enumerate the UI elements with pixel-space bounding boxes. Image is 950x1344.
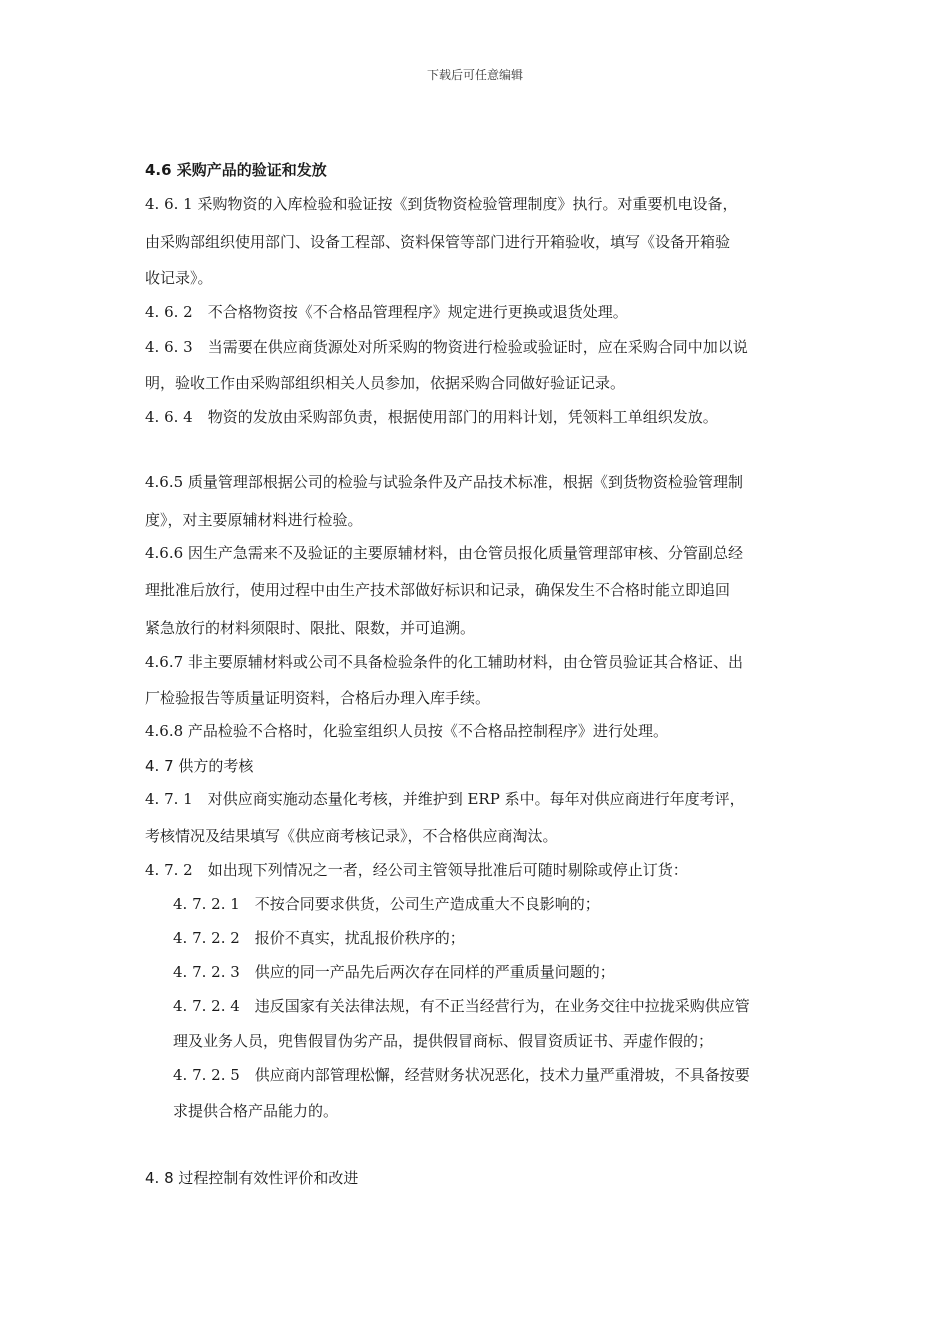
list-item: 理及业务人员，兜售假冒伪劣产品，提供假冒商标、假冒资质证书、弄虚作假的； xyxy=(173,1032,714,1050)
paragraph-line: 4. 6. 3 当需要在供应商货源处对所采购的物资进行检验或验证时，应在采购合同中加以说 xyxy=(145,338,748,356)
section-heading-4-8: 4. 8 过程控制有效性评价和改进 xyxy=(145,1169,359,1187)
section-heading-4-6: 4.6 采购产品的验证和发放 xyxy=(145,161,327,179)
section-heading-4-7: 4. 7 供方的考核 xyxy=(145,757,254,775)
paragraph-line: 4. 7. 1 对供应商实施动态量化考核，并维护到 ERP 系中。每年对供应商进行年度考评， xyxy=(145,790,745,808)
list-item: 求提供合格产品能力的。 xyxy=(173,1102,339,1120)
paragraph-line: 理批准后放行，使用过程中由生产技术部做好标识和记录，确保发生不合格时能立即追回 xyxy=(145,581,731,599)
paragraph-line: 4. 6. 1 采购物资的入库检验和验证按《到货物资检验管理制度》执行。对重要机电设备， xyxy=(145,195,738,213)
paragraph-line: 4.6.5 质量管理部根据公司的检验与试验条件及产品技术标准，根据《到货物资检验管理制 xyxy=(145,473,743,491)
list-item: 4. 7. 2. 2 报价不真实，扰乱报价秩序的； xyxy=(173,929,465,947)
paragraph-line: 紧急放行的材料须限时、限批、限数，并可追溯。 xyxy=(145,619,476,637)
list-item: 4. 7. 2. 4 违反国家有关法律法规，有不正当经营行为，在业务交往中拉拢采购供应管 xyxy=(173,997,750,1015)
paragraph-line: 4. 6. 4 物资的发放由采购部负责，根据使用部门的用料计划，凭领料工单组织发放。 xyxy=(145,408,718,426)
paragraph-line: 厂检验报告等质量证明资料，合格后办理入库手续。 xyxy=(145,689,491,707)
page-header-note: 下载后可任意编辑 xyxy=(426,68,523,82)
list-item: 4. 7. 2. 1 不按合同要求供货，公司生产造成重大不良影响的； xyxy=(173,895,600,913)
paragraph-line: 明，验收工作由采购部组织相关人员参加，依据采购合同做好验证记录。 xyxy=(145,374,626,392)
paragraph-line: 度》，对主要原辅材料进行检验。 xyxy=(145,511,363,529)
paragraph-line: 由采购部组织使用部门、设备工程部、资料保管等部门进行开箱验收，填写《设备开箱验 xyxy=(145,233,731,251)
paragraph-line: 4. 6. 2 不合格物资按《不合格品管理程序》规定进行更换或退货处理。 xyxy=(145,303,628,321)
list-item: 4. 7. 2. 5 供应商内部管理松懈，经营财务状况恶化，技术力量严重滑坡，不具备按要 xyxy=(173,1066,750,1084)
paragraph-line: 4.6.8 产品检验不合格时，化验室组织人员按《不合格品控制程序》进行处理。 xyxy=(145,722,668,740)
paragraph-line: 4.6.6 因生产急需来不及验证的主要原辅材料，由仓管员报化质量管理部审核、分管副总经 xyxy=(145,544,743,562)
paragraph-line: 4. 7. 2 如出现下列情况之一者，经公司主管领导批准后可随时剔除或停止订货： xyxy=(145,861,688,879)
paragraph-line: 4.6.7 非主要原辅材料或公司不具备检验条件的化工辅助材料，由仓管员验证其合格证、出 xyxy=(145,653,743,671)
paragraph-line: 收记录》。 xyxy=(145,269,213,287)
list-item: 4. 7. 2. 3 供应的同一产品先后两次存在同样的严重质量问题的； xyxy=(173,963,615,981)
paragraph-line: 考核情况及结果填写《供应商考核记录》，不合格供应商淘汰。 xyxy=(145,827,558,845)
